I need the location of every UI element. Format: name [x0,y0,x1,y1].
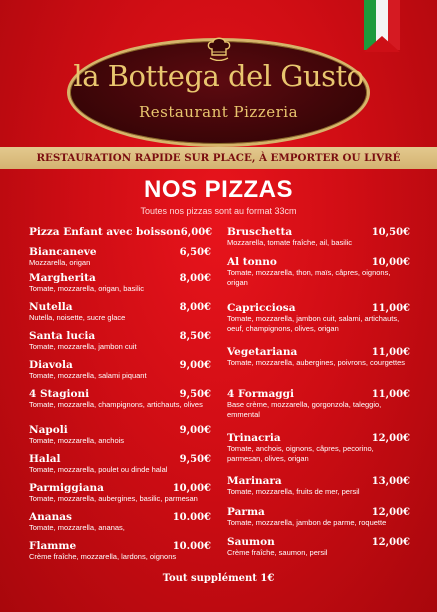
logo-subtitle: Restaurant Pizzeria [138,103,299,121]
logo-name: la Bottega del Gusto [73,59,364,93]
pizza-ingredients: Base crème, mozzarella, gorgonzola, taleggio, emmental [227,400,382,419]
menu-item [29,330,211,352]
menu-item-row [29,482,211,494]
menu-item-row [227,302,410,314]
pizza-ingredients: Crème fraîche, mozzarella, lardons, oignons [29,552,177,561]
pizza-name: 4 Stagioni [29,388,90,400]
menu-item [29,482,211,504]
pizza-price: 11,00€ [371,389,410,400]
menu-item [227,226,410,248]
chef-hat-icon [206,37,232,61]
supplement-note: Tout supplément 1€ [162,573,275,584]
pizza-price: 9,00€ [179,425,211,436]
pizza-price: 6,50€ [179,247,211,258]
pizza-name: Saumon [227,536,275,548]
pizza-price: 8,00€ [179,302,211,313]
pizza-ingredients: Tomate, mozzarella, champignons, artichauts, olives [29,400,203,409]
pizza-price: 9,00€ [179,360,211,371]
pizza-name: Ananas [29,511,72,523]
menu-item [227,256,410,288]
pizza-ingredients: Tomate, mozzarella, anchois [29,436,125,445]
pizza-price: 10.00€ [172,541,211,552]
pizza-name: Vegetariana [227,346,298,358]
pizza-price: 10,50€ [371,227,410,238]
pizza-price: 10,00€ [172,483,211,494]
pizza-ingredients: Tomate, mozzarella, jambon cuit, salami, artichauts, oeuf, champignons, olives, origan [227,314,400,333]
pizza-price: 8,50€ [179,331,211,342]
pizza-name: Napoli [29,424,68,436]
pizza-name: Diavola [29,359,73,371]
menu-item-row [29,272,211,284]
menu-item [29,388,211,410]
service-banner: RESTAURATION RAPIDE SUR PLACE, À EMPORTER OU LIVRÉ [0,147,437,169]
menu-item-row [29,511,211,523]
menu-item [29,226,211,238]
pizza-name: Halal [29,453,61,465]
pizza-ingredients: Tomate, mozzarella, fruits de mer, persil [227,487,360,496]
pizza-ingredients: Tomate, mozzarella, salami piquant [29,371,147,380]
pizza-ingredients: Crème fraîche, saumon, persil [227,548,328,557]
pizza-ingredients: Tomate, mozzarella, ananas, [29,523,125,532]
pizza-price: 12,00€ [371,507,410,518]
menu-item-row [29,540,211,552]
pizza-name: Flamme [29,540,77,552]
menu-item [227,536,410,558]
menu-item-row [29,226,211,238]
menu-item [227,388,410,420]
menu-item-row [29,246,211,258]
pizza-ingredients: Tomate, mozzarella, aubergines, basilic, parmesan [29,494,198,503]
pizza-ingredients: Tomate, mozzarella, origan, basilic [29,284,145,293]
pizza-name: Capricciosa [227,302,296,314]
menu-item-row [29,359,211,371]
menu-item-row [227,388,410,400]
pizza-name: 4 Formaggi [227,388,294,400]
menu-item [29,301,211,323]
pizza-price: 11,00€ [371,347,410,358]
menu-item-row [227,536,410,548]
menu-item [29,453,211,475]
pizza-price: 13,00€ [371,476,410,487]
pizza-ingredients: Tomate, mozzarella, jambon de parme, roquette [227,518,387,527]
menu-item [29,424,211,446]
menu-item [29,511,211,533]
menu-item-row [227,256,410,268]
pizza-price: 12,00€ [371,537,410,548]
pizza-ingredients: Tomate, mozzarella, aubergines, poivrons, courgettes [227,358,406,367]
pizza-price: 11,00€ [371,303,410,314]
page-subtitle: Toutes nos pizzas sont au format 33cm [140,206,297,216]
pizza-name: Al tonno [227,256,277,268]
pizza-name: Nutella [29,301,73,313]
pizza-ingredients: Nutella, noisette, sucre glace [29,313,126,322]
menu-item [227,475,410,497]
menu-item-row [227,226,410,238]
pizza-ingredients: Tomate, mozzarella, thon, maïs, câpres, oignons, origan [227,268,391,287]
pizza-price: 9,50€ [179,389,211,400]
pizza-price: 6,00€ [180,227,213,238]
pizza-ingredients: Tomate, mozzarella, jambon cuit [29,342,137,351]
pizza-name: Parma [227,506,265,518]
menu-item-row [227,475,410,487]
pizza-ingredients: Tomate, anchois, oignons, câpres, pecorino, parmesan, olives, origan [227,444,374,463]
pizza-name: Biancaneve [29,246,97,258]
menu-item [227,506,410,528]
page-title: NOS PIZZAS [143,176,293,203]
menu-item [29,540,211,562]
menu-item-row [29,424,211,436]
flag-notch [364,36,400,52]
menu-item [227,432,410,464]
menu-item [227,302,410,334]
pizza-name: Pizza Enfant avec boisson [29,226,181,238]
pizza-name: Parmiggiana [29,482,104,494]
pizza-ingredients: Tomate, mozzarella, poulet ou dinde halal [29,465,168,474]
menu-item-row [227,432,410,444]
pizza-price: 10.00€ [172,512,211,523]
menu-item-row [29,330,211,342]
menu-item-row [29,453,211,465]
menu-item-row [29,301,211,313]
menu-item [29,246,211,268]
pizza-ingredients: Mozzarella, origan [29,258,91,267]
menu-item-row [227,506,410,518]
pizza-price: 9,50€ [179,454,211,465]
pizza-name: Santa lucia [29,330,96,342]
pizza-name: Bruschetta [227,226,293,238]
pizza-price: 10,00€ [371,257,410,268]
pizza-name: Margherita [29,272,96,284]
pizza-ingredients: Mozzarella, tomate fraîche, ail, basilic [227,238,353,247]
menu-item [227,346,410,368]
menu-item-row [29,388,211,400]
pizza-price: 12,00€ [371,433,410,444]
menu-item [29,272,211,294]
pizza-name: Trinacria [227,432,281,444]
menu-item [29,359,211,381]
pizza-name: Marinara [227,475,282,487]
restaurant-logo [67,38,370,147]
menu-item-row [227,346,410,358]
pizza-price: 8,00€ [179,273,211,284]
